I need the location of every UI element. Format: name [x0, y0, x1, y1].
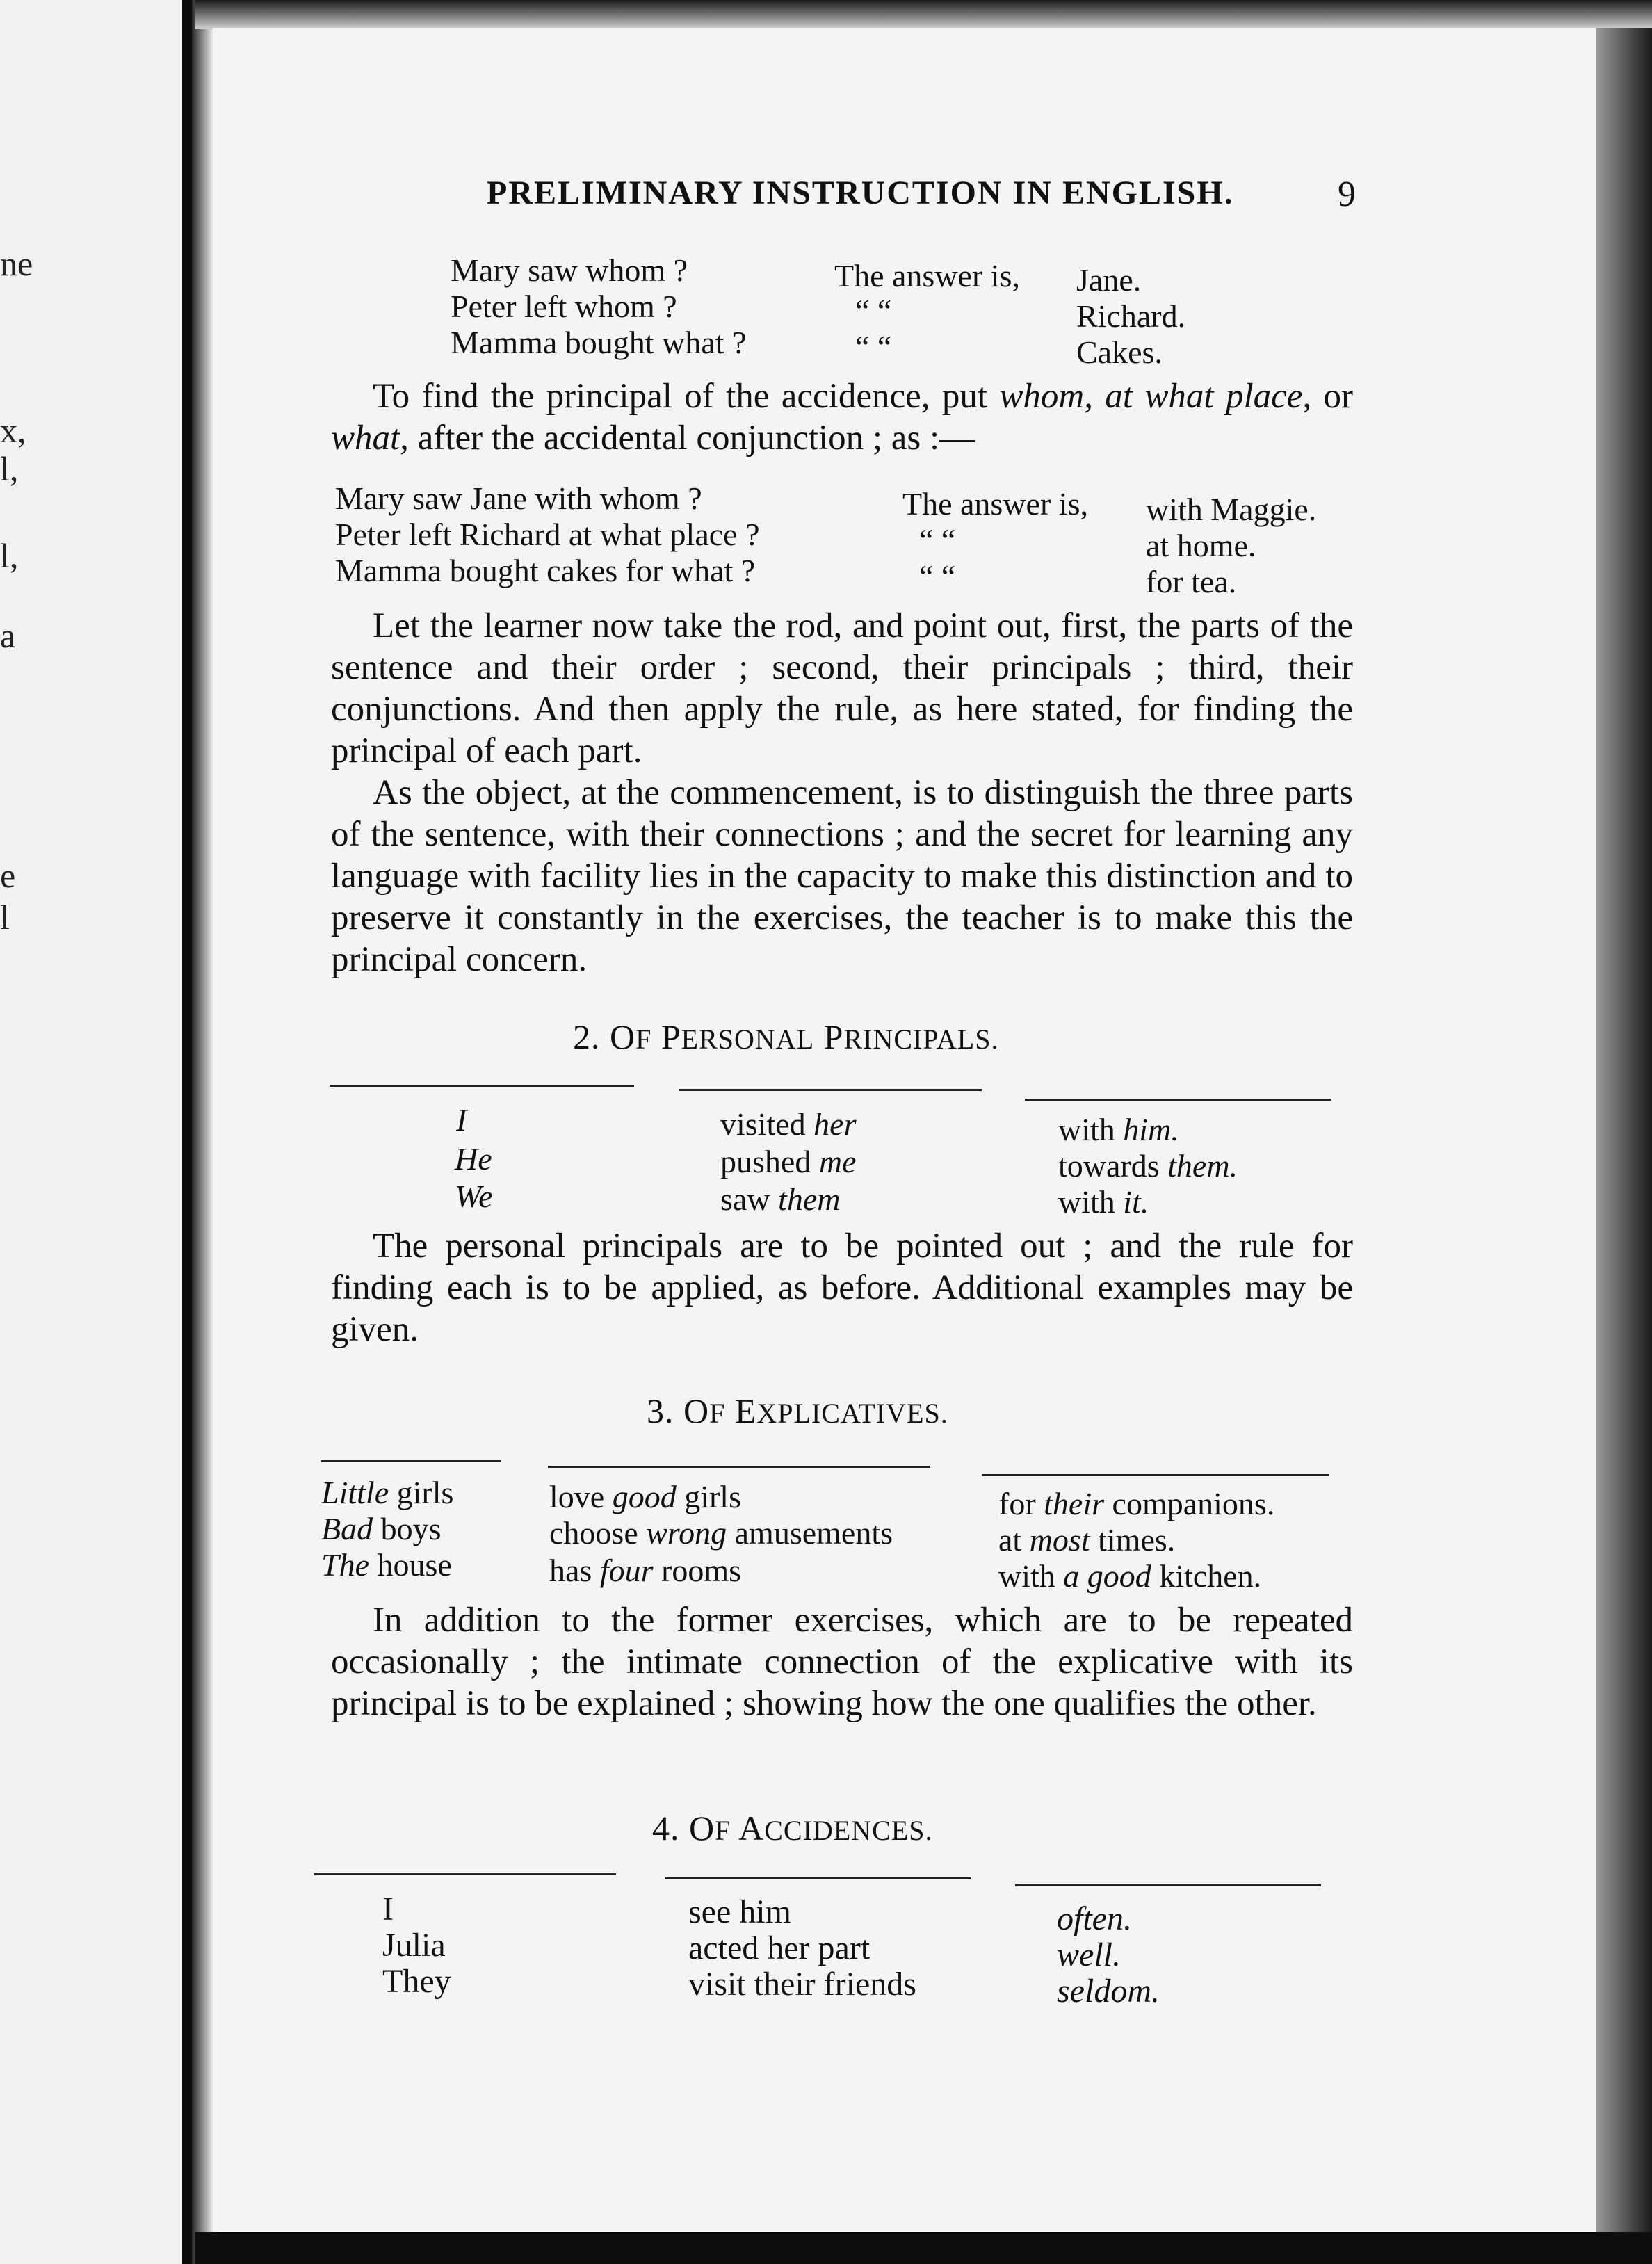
example-question: Peter left whom ?: [451, 289, 677, 324]
table-cell: at most times.: [998, 1522, 1176, 1558]
heading-initial: O: [610, 1017, 636, 1056]
table-cell: pushed me: [720, 1144, 857, 1179]
example-answer: Cakes.: [1076, 334, 1163, 370]
paragraph-explicatives: In addition to the former exercises, which are to be repeated occasionally ; the intimate connection of the explicative with its principal is to be explained ; showing how the one qualifies the other.: [331, 1601, 1353, 1723]
table-cell: saw them: [720, 1181, 841, 1217]
table-cell: The house: [321, 1547, 452, 1583]
para-italic: what,: [331, 419, 409, 458]
paragraph-personal-principals: The personal principals are to be pointed out ; and the rule for finding each is to be applied, as before. Additional examples may be given.: [331, 1227, 1353, 1349]
table-cell: with it.: [1058, 1184, 1149, 1220]
section-heading-personal-principals: [573, 1017, 998, 1057]
left-page-fragment: x,: [0, 411, 26, 450]
table-cell: They: [382, 1963, 451, 2000]
example-answer-label: The answer is,: [834, 258, 1020, 293]
table-cell: Bad boys: [321, 1511, 442, 1546]
heading-smallcaps: F: [715, 1815, 731, 1846]
heading-initial: P: [661, 1017, 681, 1056]
table-cell: Julia: [382, 1927, 446, 1964]
table-cell: see him: [688, 1893, 791, 1930]
paragraph-object-of-exercise: As the object, at the commencement, is to distinguish the three parts of the sentence, with their connections ; and the secret for learning any language with facility lies in the capacity to make this distinction and to preserve it constantly in the exercises, the teacher is to make this the principal concern.: [331, 773, 1353, 979]
para-text: To find the principal of the accidence, put: [373, 377, 1000, 416]
example-question: Mary saw Jane with whom ?: [335, 480, 702, 516]
column-rule-principal: [314, 1873, 616, 1875]
table-cell: I: [382, 1891, 394, 1927]
section-number: 3.: [647, 1391, 674, 1430]
heading-smallcaps: ERSONAL: [681, 1024, 815, 1055]
column-rule-accidence: [1015, 1884, 1321, 1886]
ditto-marks: “ “: [855, 293, 892, 328]
heading-initial: P: [823, 1017, 844, 1056]
column-rule-verb: [665, 1877, 971, 1879]
ditto-marks: “ “: [919, 522, 956, 558]
section-number: 4.: [652, 1809, 680, 1847]
table-cell: love good girls: [549, 1479, 741, 1514]
left-page-fragment: e: [0, 856, 16, 895]
table-cell: with him.: [1058, 1112, 1179, 1147]
heading-smallcaps: XPLICATIVES.: [756, 1398, 948, 1429]
section-number: 2.: [573, 1017, 601, 1056]
column-rule-accidence: [982, 1474, 1329, 1476]
paragraph-principal-of-accidence: [331, 375, 1353, 459]
example-answer-label: The answer is,: [902, 486, 1088, 521]
paragraph-learner-instruction: Let the learner now take the rod, and point out, first, the parts of the sentence and their order ; second, their principals ; third, their conjunctions. And then apply the rule, as here stated, for finding the principal of each part.: [331, 606, 1353, 770]
heading-initial: A: [738, 1809, 765, 1847]
table-cell: seldom.: [1057, 1973, 1160, 2010]
table-cell: for their companions.: [998, 1486, 1275, 1521]
table-cell: visited her: [720, 1106, 857, 1142]
column-rule-accidence: [1025, 1099, 1331, 1101]
example-answer: for tea.: [1146, 564, 1237, 599]
example-answer: Richard.: [1076, 298, 1186, 334]
heading-initial: E: [734, 1391, 757, 1430]
heading-smallcaps: F: [635, 1024, 652, 1055]
table-cell: towards them.: [1058, 1148, 1238, 1183]
example-answer: with Maggie.: [1146, 492, 1317, 527]
right-page-edge: [1596, 28, 1652, 2239]
bottom-page-edge: [195, 2232, 1652, 2264]
heading-smallcaps: CCIDENCES.: [764, 1815, 933, 1846]
example-answer: Jane.: [1076, 262, 1142, 298]
table-cell: has four rooms: [549, 1553, 742, 1588]
heading-smallcaps: RINCIPALS.: [843, 1024, 999, 1055]
section-heading-accidences: [652, 1808, 932, 1848]
section-heading-explicatives: [647, 1391, 948, 1431]
example-question: Mamma bought cakes for what ?: [335, 553, 756, 588]
right-page: [213, 28, 1596, 2232]
heading-initial: O: [689, 1809, 715, 1847]
example-answer: at home.: [1146, 528, 1256, 563]
ditto-marks: “ “: [855, 329, 892, 364]
table-cell: Little girls: [321, 1475, 454, 1510]
table-cell: with a good kitchen.: [998, 1558, 1262, 1594]
table-cell: choose wrong amusements: [549, 1515, 893, 1551]
table-cell: acted her part: [688, 1930, 870, 1966]
left-page-fragment: l,: [0, 449, 19, 488]
left-page-fragment: l: [0, 898, 10, 937]
running-header: PRELIMINARY INSTRUCTION IN ENGLISH.: [487, 175, 1234, 211]
top-page-edge: [195, 0, 1652, 29]
left-page-fragment: a: [0, 616, 16, 655]
example-question: Peter left Richard at what place ?: [335, 517, 760, 552]
column-rule-verb: [548, 1466, 930, 1468]
table-cell: visit their friends: [688, 1966, 916, 2003]
table-cell: often.: [1057, 1900, 1132, 1937]
left-page-fragment: ne: [0, 244, 33, 283]
para-italic: whom, at what place,: [999, 377, 1312, 416]
page-number: 9: [1338, 175, 1356, 214]
column-rule-principal: [330, 1085, 634, 1087]
table-cell: well.: [1057, 1936, 1121, 1973]
heading-initial: O: [683, 1391, 710, 1430]
para-text: after the accidental conjunction ; as :—: [408, 419, 975, 458]
table-cell: He: [455, 1141, 492, 1177]
left-facing-page: [0, 0, 188, 2264]
heading-smallcaps: F: [709, 1398, 726, 1429]
gutter-shadow: [192, 0, 213, 2264]
table-cell: I: [456, 1102, 467, 1138]
para-text: or: [1311, 377, 1353, 416]
table-cell: We: [455, 1179, 493, 1214]
book-gutter: [182, 0, 192, 2264]
column-rule-principal: [321, 1460, 501, 1462]
example-question: Mary saw whom ?: [451, 252, 688, 288]
left-page-fragment: l,: [0, 536, 19, 575]
column-rule-verb: [679, 1089, 982, 1091]
ditto-marks: “ “: [919, 558, 956, 594]
example-question: Mamma bought what ?: [451, 325, 747, 360]
